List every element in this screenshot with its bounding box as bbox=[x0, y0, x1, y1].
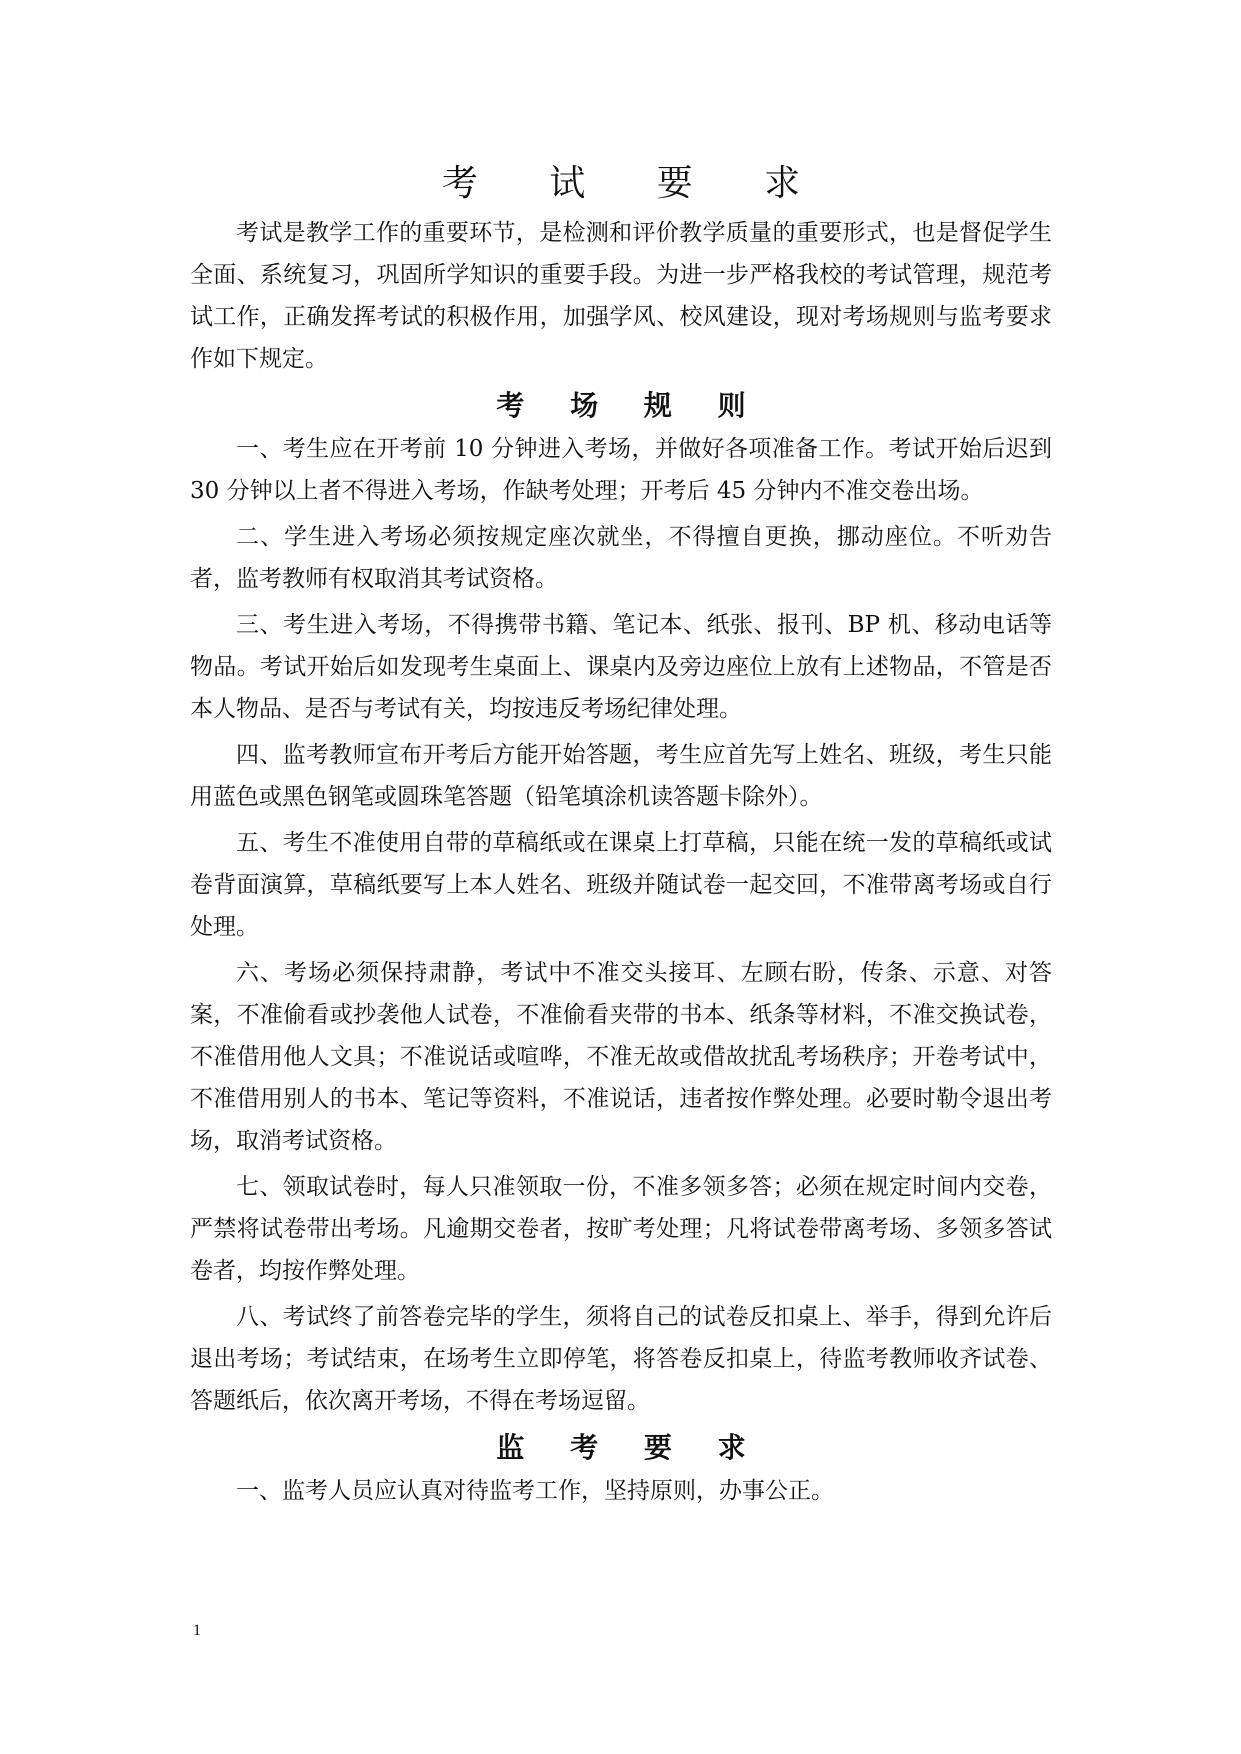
rule-paragraph-2: 二、学生进入考场必须按规定座次就坐，不得擅自更换，挪动座位。不听劝告者，监考教师有权取消其考试资格。 bbox=[190, 524, 1052, 592]
document-body bbox=[190, 158, 1052, 1516]
intro-paragraph: 考试是教学工作的重要环节，是检测和评价教学质量的重要形式，也是督促学生全面、系统复习，巩固所学知识的重要手段。为进一步严格我校的考试管理，规范考试工作，正确发挥考试的积极作用，加强学风、校风建设，现对考场规则与监考要求作如下规定。 bbox=[190, 220, 1052, 372]
rules-section-title: 考 场 规 则 bbox=[496, 389, 764, 422]
rule-paragraph-4: 四、监考教师宣布开考后方能开始答题，考生应首先写上姓名、班级，考生只能用蓝色或黑色钢笔或圆珠笔答题（铅笔填涂机读答题卡除外）。 bbox=[190, 742, 1052, 810]
rule-paragraph-1: 一、考生应在开考前 10 分钟进入考场，并做好各项准备工作。考试开始后迟到 30 分钟以上者不得进入考场，作缺考处理；开考后 45 分钟内不准交卷出场。 bbox=[190, 436, 1052, 504]
rule-paragraph-8: 八、考试终了前答卷完毕的学生，须将自己的试卷反扣桌上、举手，得到允许后退出考场；考试结束，在场考生立即停笔，将答卷反扣桌上，待监考教师收齐试卷、答题纸后，依次离开考场，不得在考场逗留。 bbox=[190, 1304, 1052, 1414]
proctor-paragraph-1: 一、监考人员应认真对待监考工作，坚持原则，办事公正。 bbox=[236, 1478, 834, 1504]
document-title: 考 试 要 求 bbox=[441, 163, 831, 204]
rule-paragraph-3: 三、考生进入考场，不得携带书籍、笔记本、纸张、报刊、BP 机、移动电话等物品。考试开始后如发现考生桌面上、课桌内及旁边座位上放有上述物品，不管是否本人物品、是否与考试有关，均按违反考场纪律处理。 bbox=[190, 612, 1052, 722]
page-number: 1 bbox=[193, 1622, 201, 1639]
rule-paragraph-5: 五、考生不准使用自带的草稿纸或在课桌上打草稿，只能在统一发的草稿纸或试卷背面演算，草稿纸要写上本人姓名、班级并随试卷一起交回，不准带离考场或自行处理。 bbox=[190, 830, 1052, 940]
rule-paragraph-6: 六、考场必须保持肃静，考试中不准交头接耳、左顾右盼，传条、示意、对答案，不准偷看或抄袭他人试卷，不准偷看夹带的书本、纸条等材料，不准交换试卷，不准借用他人文具；不准说话或喧哗，不准无故或借故扰乱考场秩序；开卷考试中，不准借用别人的书本、笔记等资料，不准说话，违者按作弊处理。必要时勒令退出考场，取消考试资格。 bbox=[190, 960, 1052, 1154]
proctor-section-title: 监 考 要 求 bbox=[496, 1431, 764, 1464]
rule-paragraph-7: 七、领取试卷时，每人只准领取一份，不准多领多答；必须在规定时间内交卷，严禁将试卷带出考场。凡逾期交卷者，按旷考处理；凡将试卷带离考场、多领多答试卷者，均按作弊处理。 bbox=[190, 1174, 1052, 1284]
